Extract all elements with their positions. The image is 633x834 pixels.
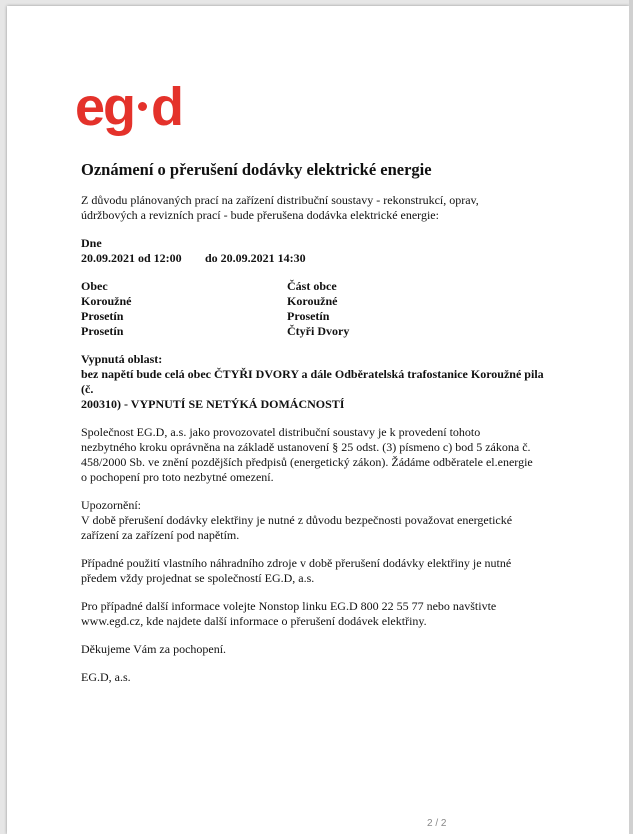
logo-dot bbox=[138, 102, 147, 111]
table-cell: Prosetín bbox=[81, 324, 124, 338]
table-cell: Koroužné bbox=[81, 294, 132, 308]
company-line: Společnost EG.D, a.s. jako provozovatel distribuční soustavy je k provedení tohoto bbox=[81, 425, 481, 439]
warning-line: V době přerušení dodávky elektřiny je nutné z důvodu bezpečnosti považovat energetické bbox=[81, 513, 513, 527]
area-line: bez napětí bude celá obec ČTYŘI DVORY a dále Odběratelská trafostanice Koroužné pila (č. bbox=[81, 367, 544, 396]
info-paragraph bbox=[81, 599, 551, 629]
warning-line: zařízení za zařízení pod napětím. bbox=[81, 528, 240, 542]
table-cell: Prosetín bbox=[81, 309, 124, 323]
locations-table bbox=[81, 279, 551, 339]
company-line: o pochopení pro toto nezbytné omezení. bbox=[81, 470, 274, 484]
table-header-cast-obce: Část obce bbox=[287, 279, 337, 293]
date-range bbox=[81, 251, 551, 266]
page-indicator: 2 / 2 bbox=[427, 818, 447, 829]
generator-paragraph bbox=[81, 556, 551, 586]
page-title: Oznámení o přerušení dodávky elektrické energie bbox=[81, 160, 432, 179]
logo-text-left: eg bbox=[75, 77, 135, 137]
date-from: 20.09.2021 od 12:00 bbox=[81, 251, 182, 265]
warning-paragraph bbox=[81, 498, 551, 543]
generator-line: předem vždy projednat se společností EG.D, a.s. bbox=[81, 571, 315, 585]
document-page bbox=[7, 6, 629, 834]
company-line: nezbytného kroku oprávněna na základě ustanovení § 25 odst. (3) písmeno c) bod 5 zákona č. bbox=[81, 440, 531, 454]
signature: EG.D, a.s. bbox=[81, 670, 131, 684]
company-line: 458/2000 Sb. ve znění pozdějších předpisů (energetický zákon). Žádáme odběratele el.energie bbox=[81, 455, 533, 469]
company-paragraph bbox=[81, 425, 551, 485]
intro-line: údržbových a revizních prací - bude přerušena dodávka elektrické energie: bbox=[81, 208, 439, 222]
affected-area bbox=[81, 352, 551, 412]
egd-logo bbox=[75, 77, 183, 137]
intro-paragraph bbox=[81, 193, 551, 223]
table-cell: Čtyři Dvory bbox=[287, 324, 350, 338]
scrollbar[interactable] bbox=[629, 0, 633, 834]
date-section bbox=[81, 236, 551, 266]
document-content bbox=[81, 160, 551, 698]
thanks-line: Děkujeme Vám za pochopení. bbox=[81, 642, 227, 656]
logo-text-right: d bbox=[151, 77, 183, 137]
area-line: 200310) - VYPNUTÍ SE NETÝKÁ DOMÁCNOSTÍ bbox=[81, 397, 345, 411]
area-label: Vypnutá oblast: bbox=[81, 352, 163, 366]
date-label: Dne bbox=[81, 236, 102, 250]
table-cell: Koroužné bbox=[287, 294, 338, 308]
info-line: www.egd.cz, kde najdete další informace o přerušení dodávek elektřiny. bbox=[81, 614, 427, 628]
generator-line: Případné použití vlastního náhradního zdroje v době přerušení dodávky elektřiny je nutné bbox=[81, 556, 512, 570]
info-line: Pro případné další informace volejte Nonstop linku EG.D 800 22 55 77 nebo navštivte bbox=[81, 599, 497, 613]
warning-label: Upozornění: bbox=[81, 498, 141, 512]
table-header-obec: Obec bbox=[81, 279, 108, 293]
date-to: do 20.09.2021 14:30 bbox=[205, 251, 306, 265]
intro-line: Z důvodu plánovaných prací na zařízení distribuční soustavy - rekonstrukcí, oprav, bbox=[81, 193, 479, 207]
table-cell: Prosetín bbox=[287, 309, 330, 323]
